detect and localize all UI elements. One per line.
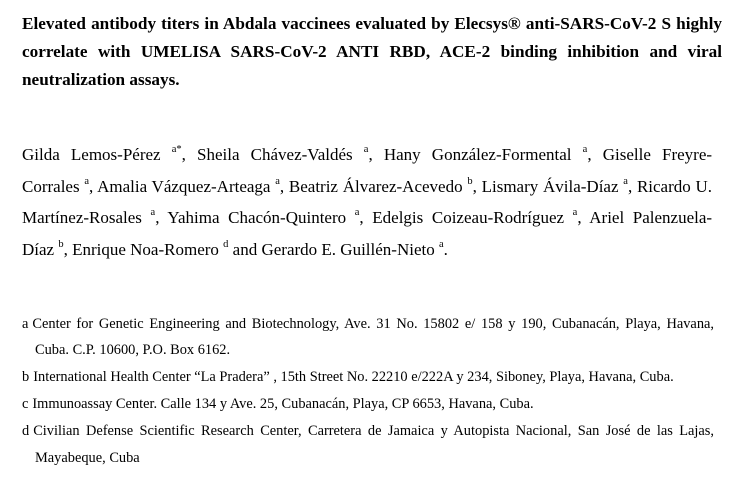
author-affiliation-mark: a: [582, 144, 588, 156]
affiliation-mark: b: [22, 369, 30, 386]
author-name: Hany González-Formental: [383, 145, 572, 164]
author-affiliation-mark: a: [84, 175, 90, 187]
author-affiliation-mark: a: [363, 144, 369, 156]
author-name: Ricardo U. Martínez-Rosales: [22, 176, 713, 227]
author: [482, 177, 637, 196]
author-affiliation-mark: a: [572, 207, 578, 219]
author-affiliation-mark: d: [223, 238, 229, 250]
author-separator: ,: [359, 208, 373, 227]
author-separator: ,: [368, 145, 384, 164]
author-affiliation-mark: b: [58, 238, 64, 250]
author-affiliation-mark: a: [275, 175, 280, 187]
author-affiliation-mark: b: [467, 175, 473, 187]
author-affiliation-mark: a*: [171, 144, 182, 156]
author: [72, 240, 261, 259]
author-name: Amalia Vázquez-Arteaga: [97, 176, 271, 196]
affiliation-text: Immunoassay Center. Calle 134 y Ave. 25, Cubanacán, Playa, CP 6653, Havana, Cuba.: [32, 396, 534, 413]
affiliation-a: [22, 311, 714, 364]
affiliation-mark: d: [22, 423, 30, 440]
author-separator: ,: [181, 145, 198, 164]
affiliation-mark: a: [22, 316, 29, 332]
author-name: Enrique Noa-Romero: [72, 239, 219, 259]
author-separator: ,: [63, 239, 73, 259]
affiliation-b: [22, 364, 714, 390]
author-name: Ariel Palenzuela-Díaz: [22, 208, 713, 259]
author-name: Gerardo E. Guillén-Nieto: [261, 239, 435, 259]
author-separator: ,: [472, 176, 482, 196]
affiliation-text: Center for Genetic Engineering and Biotechnology, Ave. 31 No. 15802 e/ 158 y 190, Cubanacán, Playa, Havana, Cuba. C.P. 10600, P.O. Box 6162.: [32, 316, 714, 359]
author-separator: ,: [89, 176, 98, 196]
author-name: Sheila Chávez-Valdés: [197, 145, 353, 164]
author: [384, 145, 603, 164]
author-separator: ,: [627, 176, 637, 196]
author-name: Giselle Freyre-Corrales: [22, 145, 713, 196]
author-name: Edelgis Coizeau-Rodríguez: [372, 208, 565, 227]
author-name: Lismary Ávila-Díaz: [481, 176, 619, 196]
author-name: Beatriz Álvarez-Acevedo: [288, 176, 463, 196]
author-affiliation-mark: a: [623, 175, 628, 187]
author: [372, 208, 589, 227]
affiliation-text: Civilian Defense Scientific Research Center, Carretera de Jamaica y Autopista Nacional, San José de las Lajas, Mayabeque, Cuba: [33, 423, 714, 466]
author-separator: ,: [279, 176, 289, 196]
author: [22, 145, 197, 164]
author-name: Gilda Lemos-Pérez: [22, 145, 161, 164]
author-separator: ,: [577, 208, 590, 227]
author-separator: .: [443, 239, 448, 259]
affiliation-d: [22, 418, 714, 471]
author-separator: ,: [155, 208, 168, 227]
author: [97, 177, 289, 196]
author-affiliation-mark: a: [354, 207, 360, 219]
paper-title: Elevated antibody titers in Abdala vaccinees evaluated by Elecsys® anti-SARS-CoV-2 S highly correlate with UMELISA SARS-CoV-2 ANTI RBD, ACE-2 binding inhibition and viral neutralization assays.: [22, 14, 722, 89]
affiliation-list: [22, 311, 714, 471]
author-separator: ,: [587, 145, 603, 164]
author: [167, 208, 372, 227]
author-separator: and: [228, 239, 262, 259]
author-list: [22, 139, 712, 265]
author-name: Yahima Chacón-Quintero: [167, 208, 347, 227]
author: [289, 177, 482, 196]
affiliation-c: [22, 391, 714, 417]
affiliation-mark: c: [22, 396, 29, 413]
author: [197, 145, 384, 164]
author-affiliation-mark: a: [150, 207, 156, 219]
affiliation-text: International Health Center “La Pradera” , 15th Street No. 22210 e/222A y 234, Siboney, Playa, Havana, Cuba.: [33, 369, 674, 386]
author: [261, 240, 447, 259]
author-affiliation-mark: a: [438, 238, 444, 250]
